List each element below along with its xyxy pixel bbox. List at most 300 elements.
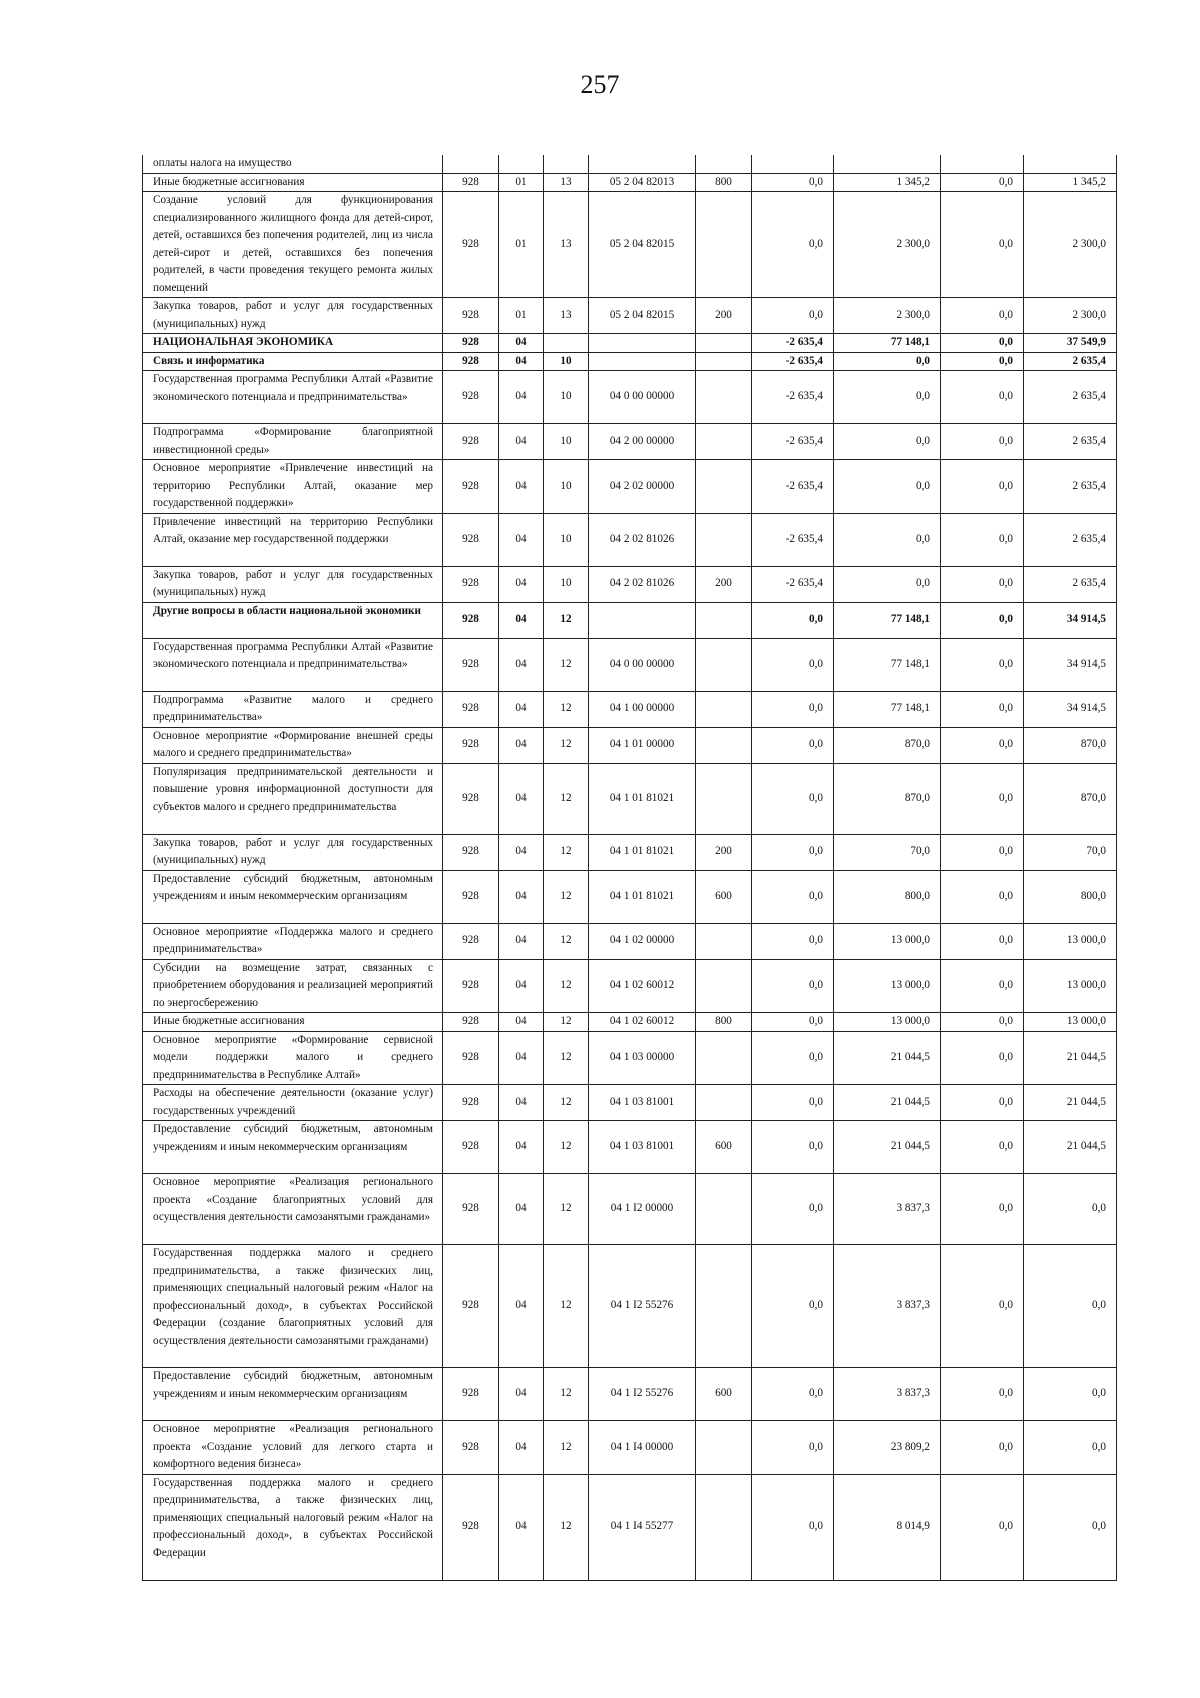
admin-code-cell: 928: [443, 424, 499, 460]
value-1-cell: -2 635,4: [752, 566, 834, 602]
value-3-cell: 0,0: [941, 513, 1024, 566]
value-2-cell: 3 837,3: [834, 1174, 941, 1245]
section-code-cell: 01: [499, 298, 544, 334]
subsection-code-cell: 12: [544, 1121, 589, 1174]
expense-type-cell: 800: [696, 1013, 752, 1032]
table-row: [143, 691, 1117, 727]
table-row: [143, 1121, 1117, 1174]
row-name-cell: Государственная программа Республики Алтай «Развитие экономического потенциала и предпринимательства»: [143, 638, 443, 691]
subsection-code-cell: [544, 155, 589, 173]
value-1-cell: -2 635,4: [752, 424, 834, 460]
expense-type-cell: [696, 1245, 752, 1368]
row-name-cell: Предоставление субсидий бюджетным, автономным учреждениям и иным некоммерческим организациям: [143, 1368, 443, 1421]
section-code-cell: 04: [499, 1368, 544, 1421]
value-2-cell: [834, 155, 941, 173]
row-name-cell: Основное мероприятие «Формирование сервисной модели поддержки малого и среднего предпринимательства в Республике Алтай»: [143, 1031, 443, 1085]
expense-type-cell: 200: [696, 834, 752, 870]
table-row: [143, 352, 1117, 371]
section-code-cell: 04: [499, 638, 544, 691]
expense-type-cell: [696, 923, 752, 959]
value-3-cell: 0,0: [941, 1474, 1024, 1580]
value-2-cell: 8 014,9: [834, 1474, 941, 1580]
value-1-cell: -2 635,4: [752, 334, 834, 353]
expense-type-cell: [696, 155, 752, 173]
expense-type-cell: [696, 727, 752, 763]
admin-code-cell: 928: [443, 1245, 499, 1368]
section-code-cell: [499, 155, 544, 173]
row-name-cell: Предоставление субсидий бюджетным, автономным учреждениям и иным некоммерческим организациям: [143, 870, 443, 923]
table-body: [143, 155, 1117, 1580]
admin-code-cell: 928: [443, 352, 499, 371]
value-1-cell: 0,0: [752, 298, 834, 334]
value-2-cell: 77 148,1: [834, 334, 941, 353]
expense-type-cell: [696, 334, 752, 353]
subsection-code-cell: 12: [544, 923, 589, 959]
value-3-cell: 0,0: [941, 834, 1024, 870]
table-row: [143, 298, 1117, 334]
value-1-cell: 0,0: [752, 923, 834, 959]
value-3-cell: 0,0: [941, 1421, 1024, 1475]
value-4-cell: 2 635,4: [1024, 460, 1117, 514]
admin-code-cell: 928: [443, 1421, 499, 1475]
table-row: [143, 602, 1117, 638]
target-article-cell: 05 2 04 82013: [589, 173, 696, 192]
value-4-cell: [1024, 155, 1117, 173]
value-1-cell: 0,0: [752, 959, 834, 1013]
admin-code-cell: 928: [443, 298, 499, 334]
value-2-cell: 2 300,0: [834, 192, 941, 298]
value-4-cell: 21 044,5: [1024, 1031, 1117, 1085]
table-row: [143, 1174, 1117, 1245]
value-3-cell: 0,0: [941, 1031, 1024, 1085]
target-article-cell: 04 2 02 00000: [589, 460, 696, 514]
value-1-cell: 0,0: [752, 1368, 834, 1421]
section-code-cell: 04: [499, 602, 544, 638]
value-1-cell: 0,0: [752, 1085, 834, 1121]
table-row: [143, 1421, 1117, 1475]
value-4-cell: 870,0: [1024, 763, 1117, 834]
admin-code-cell: [443, 155, 499, 173]
target-article-cell: 05 2 04 82015: [589, 192, 696, 298]
section-code-cell: 04: [499, 566, 544, 602]
value-2-cell: 0,0: [834, 352, 941, 371]
row-name-cell: Предоставление субсидий бюджетным, автономным учреждениям и иным некоммерческим организациям: [143, 1121, 443, 1174]
subsection-code-cell: 12: [544, 1474, 589, 1580]
value-3-cell: 0,0: [941, 334, 1024, 353]
target-article-cell: [589, 155, 696, 173]
table-row: [143, 1013, 1117, 1032]
value-2-cell: 21 044,5: [834, 1085, 941, 1121]
value-4-cell: 13 000,0: [1024, 1013, 1117, 1032]
expense-type-cell: [696, 1474, 752, 1580]
expense-type-cell: [696, 460, 752, 514]
value-3-cell: 0,0: [941, 1368, 1024, 1421]
subsection-code-cell: 13: [544, 173, 589, 192]
row-name-cell: Государственная программа Республики Алтай «Развитие экономического потенциала и предпринимательства»: [143, 371, 443, 424]
subsection-code-cell: 10: [544, 371, 589, 424]
subsection-code-cell: 12: [544, 959, 589, 1013]
table-row: [143, 1368, 1117, 1421]
value-2-cell: 77 148,1: [834, 638, 941, 691]
value-2-cell: 870,0: [834, 727, 941, 763]
target-article-cell: 04 1 I4 00000: [589, 1421, 696, 1475]
subsection-code-cell: 12: [544, 691, 589, 727]
value-4-cell: 0,0: [1024, 1474, 1117, 1580]
row-name-cell: Основное мероприятие «Поддержка малого и среднего предпринимательства»: [143, 923, 443, 959]
value-1-cell: 0,0: [752, 1474, 834, 1580]
target-article-cell: [589, 602, 696, 638]
value-1-cell: 0,0: [752, 834, 834, 870]
value-1-cell: 0,0: [752, 1031, 834, 1085]
value-1-cell: -2 635,4: [752, 371, 834, 424]
value-1-cell: 0,0: [752, 1121, 834, 1174]
value-2-cell: 0,0: [834, 460, 941, 514]
row-name-cell: Закупка товаров, работ и услуг для государственных (муниципальных) нужд: [143, 298, 443, 334]
expense-type-cell: [696, 763, 752, 834]
expense-type-cell: 800: [696, 173, 752, 192]
admin-code-cell: 928: [443, 870, 499, 923]
row-name-cell: оплаты налога на имущество: [143, 155, 443, 173]
admin-code-cell: 928: [443, 334, 499, 353]
value-4-cell: 2 300,0: [1024, 298, 1117, 334]
admin-code-cell: 928: [443, 727, 499, 763]
section-code-cell: 04: [499, 923, 544, 959]
target-article-cell: 04 1 02 00000: [589, 923, 696, 959]
target-article-cell: 04 1 03 81001: [589, 1121, 696, 1174]
value-4-cell: 0,0: [1024, 1421, 1117, 1475]
section-code-cell: 04: [499, 1031, 544, 1085]
subsection-code-cell: 12: [544, 763, 589, 834]
section-code-cell: 04: [499, 460, 544, 514]
target-article-cell: [589, 352, 696, 371]
admin-code-cell: 928: [443, 834, 499, 870]
expense-type-cell: [696, 638, 752, 691]
section-code-cell: 04: [499, 1013, 544, 1032]
target-article-cell: 04 1 I2 55276: [589, 1245, 696, 1368]
admin-code-cell: 928: [443, 566, 499, 602]
table-row: [143, 1474, 1117, 1580]
value-2-cell: 21 044,5: [834, 1121, 941, 1174]
value-1-cell: 0,0: [752, 602, 834, 638]
table-row: [143, 727, 1117, 763]
expense-type-cell: [696, 1174, 752, 1245]
table-row: [143, 638, 1117, 691]
value-3-cell: 0,0: [941, 602, 1024, 638]
section-code-cell: 04: [499, 1174, 544, 1245]
value-3-cell: 0,0: [941, 691, 1024, 727]
row-name-cell: Подпрограмма «Развитие малого и среднего предпринимательства»: [143, 691, 443, 727]
section-code-cell: 04: [499, 1085, 544, 1121]
value-3-cell: 0,0: [941, 1085, 1024, 1121]
table-row: [143, 1245, 1117, 1368]
row-name-cell: Основное мероприятие «Формирование внешней среды малого и среднего предпринимательства»: [143, 727, 443, 763]
value-2-cell: 70,0: [834, 834, 941, 870]
section-code-cell: 04: [499, 691, 544, 727]
target-article-cell: 04 1 03 00000: [589, 1031, 696, 1085]
subsection-code-cell: 12: [544, 1368, 589, 1421]
table-row: [143, 1031, 1117, 1085]
admin-code-cell: 928: [443, 1121, 499, 1174]
value-2-cell: 870,0: [834, 763, 941, 834]
table-row: [143, 1085, 1117, 1121]
value-3-cell: 0,0: [941, 424, 1024, 460]
row-name-cell: Популяризация предпринимательской деятельности и повышение уровня информационной доступности для субъектов малого и среднего предпринимательства: [143, 763, 443, 834]
expense-type-cell: [696, 371, 752, 424]
admin-code-cell: 928: [443, 513, 499, 566]
section-code-cell: 04: [499, 1474, 544, 1580]
subsection-code-cell: 12: [544, 638, 589, 691]
expense-type-cell: [696, 1085, 752, 1121]
target-article-cell: 04 1 I2 55276: [589, 1368, 696, 1421]
admin-code-cell: 928: [443, 638, 499, 691]
value-4-cell: 21 044,5: [1024, 1085, 1117, 1121]
section-code-cell: 04: [499, 1245, 544, 1368]
admin-code-cell: 928: [443, 1013, 499, 1032]
table-row: [143, 192, 1117, 298]
admin-code-cell: 928: [443, 371, 499, 424]
value-4-cell: 21 044,5: [1024, 1121, 1117, 1174]
value-4-cell: 13 000,0: [1024, 959, 1117, 1013]
subsection-code-cell: 12: [544, 602, 589, 638]
section-code-cell: 04: [499, 834, 544, 870]
target-article-cell: 04 1 03 81001: [589, 1085, 696, 1121]
section-code-cell: 04: [499, 763, 544, 834]
value-1-cell: 0,0: [752, 1421, 834, 1475]
admin-code-cell: 928: [443, 763, 499, 834]
value-3-cell: 0,0: [941, 1121, 1024, 1174]
target-article-cell: 04 1 01 81021: [589, 870, 696, 923]
value-2-cell: 2 300,0: [834, 298, 941, 334]
value-4-cell: 2 635,4: [1024, 424, 1117, 460]
table-row: [143, 870, 1117, 923]
row-name-cell: Закупка товаров, работ и услуг для государственных (муниципальных) нужд: [143, 834, 443, 870]
target-article-cell: 04 1 01 00000: [589, 727, 696, 763]
value-1-cell: 0,0: [752, 870, 834, 923]
table-row: [143, 460, 1117, 514]
expense-type-cell: 600: [696, 1121, 752, 1174]
value-4-cell: 34 914,5: [1024, 602, 1117, 638]
table-row: [143, 923, 1117, 959]
value-4-cell: 0,0: [1024, 1368, 1117, 1421]
value-1-cell: 0,0: [752, 173, 834, 192]
table-row: [143, 959, 1117, 1013]
value-2-cell: 800,0: [834, 870, 941, 923]
row-name-cell: Иные бюджетные ассигнования: [143, 173, 443, 192]
target-article-cell: [589, 334, 696, 353]
row-name-cell: Основное мероприятие «Привлечение инвестиций на территорию Республики Алтай, оказание мер государственной поддержки»: [143, 460, 443, 514]
value-1-cell: -2 635,4: [752, 352, 834, 371]
target-article-cell: 04 2 00 00000: [589, 424, 696, 460]
value-1-cell: 0,0: [752, 1174, 834, 1245]
value-1-cell: 0,0: [752, 1013, 834, 1032]
subsection-code-cell: 10: [544, 460, 589, 514]
value-4-cell: 2 300,0: [1024, 192, 1117, 298]
target-article-cell: 04 2 02 81026: [589, 513, 696, 566]
value-4-cell: 0,0: [1024, 1174, 1117, 1245]
value-4-cell: 34 914,5: [1024, 691, 1117, 727]
target-article-cell: 04 0 00 00000: [589, 371, 696, 424]
value-3-cell: 0,0: [941, 1174, 1024, 1245]
expense-type-cell: [696, 1031, 752, 1085]
target-article-cell: 04 1 01 81021: [589, 763, 696, 834]
page-number: 257: [580, 70, 620, 99]
admin-code-cell: 928: [443, 959, 499, 1013]
value-4-cell: 0,0: [1024, 1245, 1117, 1368]
expense-type-cell: [696, 691, 752, 727]
value-3-cell: 0,0: [941, 959, 1024, 1013]
value-1-cell: 0,0: [752, 691, 834, 727]
subsection-code-cell: 12: [544, 727, 589, 763]
budget-table: [142, 155, 1117, 1581]
value-3-cell: 0,0: [941, 173, 1024, 192]
value-4-cell: 70,0: [1024, 834, 1117, 870]
value-1-cell: -2 635,4: [752, 513, 834, 566]
value-2-cell: 0,0: [834, 371, 941, 424]
value-3-cell: 0,0: [941, 566, 1024, 602]
row-name-cell: Закупка товаров, работ и услуг для государственных (муниципальных) нужд: [143, 566, 443, 602]
subsection-code-cell: 13: [544, 298, 589, 334]
row-name-cell: Основное мероприятие «Реализация регионального проекта «Создание условий для легкого старта и комфортного ведения бизнеса»: [143, 1421, 443, 1475]
value-4-cell: 2 635,4: [1024, 513, 1117, 566]
section-code-cell: 04: [499, 1121, 544, 1174]
value-4-cell: 37 549,9: [1024, 334, 1117, 353]
section-code-cell: 04: [499, 352, 544, 371]
admin-code-cell: 928: [443, 192, 499, 298]
expense-type-cell: [696, 602, 752, 638]
admin-code-cell: 928: [443, 602, 499, 638]
value-3-cell: 0,0: [941, 192, 1024, 298]
value-3-cell: 0,0: [941, 371, 1024, 424]
expense-type-cell: [696, 424, 752, 460]
table-row: [143, 155, 1117, 173]
expense-type-cell: [696, 513, 752, 566]
subsection-code-cell: 12: [544, 1245, 589, 1368]
row-name-cell: НАЦИОНАЛЬНАЯ ЭКОНОМИКА: [143, 334, 443, 353]
value-2-cell: 3 837,3: [834, 1368, 941, 1421]
value-2-cell: 0,0: [834, 424, 941, 460]
subsection-code-cell: 10: [544, 513, 589, 566]
expense-type-cell: [696, 352, 752, 371]
value-4-cell: 870,0: [1024, 727, 1117, 763]
value-3-cell: 0,0: [941, 460, 1024, 514]
target-article-cell: 04 1 00 00000: [589, 691, 696, 727]
row-name-cell: Связь и информатика: [143, 352, 443, 371]
value-1-cell: 0,0: [752, 1245, 834, 1368]
row-name-cell: Государственная поддержка малого и среднего предпринимательства, а также физических лиц, применяющих специальный налоговый режим «Налог на профессиональный доход», в субъектах Российской Федерации: [143, 1474, 443, 1580]
value-4-cell: 2 635,4: [1024, 352, 1117, 371]
table-row: [143, 334, 1117, 353]
row-name-cell: Создание условий для функционирования специализированного жилищного фонда для детей-сирот, детей, оставшихся без попечения родителей, лиц из числа детей-сирот и детей, оставшихся без попечения родителей, в части проведения текущего ремонта жилых помещений: [143, 192, 443, 298]
target-article-cell: 04 1 02 60012: [589, 959, 696, 1013]
admin-code-cell: 928: [443, 691, 499, 727]
subsection-code-cell: 12: [544, 1013, 589, 1032]
target-article-cell: 04 2 02 81026: [589, 566, 696, 602]
value-4-cell: 800,0: [1024, 870, 1117, 923]
value-2-cell: 13 000,0: [834, 959, 941, 1013]
target-article-cell: 04 1 01 81021: [589, 834, 696, 870]
section-code-cell: 04: [499, 424, 544, 460]
value-3-cell: 0,0: [941, 1013, 1024, 1032]
value-3-cell: 0,0: [941, 352, 1024, 371]
section-code-cell: 04: [499, 334, 544, 353]
subsection-code-cell: 12: [544, 1031, 589, 1085]
value-3-cell: 0,0: [941, 870, 1024, 923]
admin-code-cell: 928: [443, 1474, 499, 1580]
table-row: [143, 424, 1117, 460]
target-article-cell: 04 1 02 60012: [589, 1013, 696, 1032]
value-4-cell: 2 635,4: [1024, 371, 1117, 424]
value-2-cell: 3 837,3: [834, 1245, 941, 1368]
subsection-code-cell: 12: [544, 1174, 589, 1245]
value-1-cell: 0,0: [752, 727, 834, 763]
value-1-cell: 0,0: [752, 192, 834, 298]
expense-type-cell: 600: [696, 1368, 752, 1421]
value-3-cell: [941, 155, 1024, 173]
value-2-cell: 1 345,2: [834, 173, 941, 192]
target-article-cell: 05 2 04 82015: [589, 298, 696, 334]
value-3-cell: 0,0: [941, 638, 1024, 691]
subsection-code-cell: [544, 334, 589, 353]
value-2-cell: 13 000,0: [834, 1013, 941, 1032]
value-4-cell: 1 345,2: [1024, 173, 1117, 192]
subsection-code-cell: 13: [544, 192, 589, 298]
section-code-cell: 04: [499, 959, 544, 1013]
value-1-cell: -2 635,4: [752, 460, 834, 514]
value-1-cell: [752, 155, 834, 173]
expense-type-cell: [696, 192, 752, 298]
admin-code-cell: 928: [443, 460, 499, 514]
subsection-code-cell: 12: [544, 1421, 589, 1475]
subsection-code-cell: 12: [544, 870, 589, 923]
value-2-cell: 13 000,0: [834, 923, 941, 959]
value-4-cell: 13 000,0: [1024, 923, 1117, 959]
table-row: [143, 371, 1117, 424]
admin-code-cell: 928: [443, 923, 499, 959]
value-4-cell: 34 914,5: [1024, 638, 1117, 691]
row-name-cell: Другие вопросы в области национальной экономики: [143, 602, 443, 638]
value-1-cell: 0,0: [752, 638, 834, 691]
section-code-cell: 04: [499, 870, 544, 923]
subsection-code-cell: 12: [544, 834, 589, 870]
value-4-cell: 2 635,4: [1024, 566, 1117, 602]
table-row: [143, 834, 1117, 870]
section-code-cell: 04: [499, 1421, 544, 1475]
value-2-cell: 21 044,5: [834, 1031, 941, 1085]
row-name-cell: Расходы на обеспечение деятельности (оказание услуг) государственных учреждений: [143, 1085, 443, 1121]
target-article-cell: 04 1 I2 00000: [589, 1174, 696, 1245]
table-row: [143, 566, 1117, 602]
subsection-code-cell: 10: [544, 352, 589, 371]
target-article-cell: 04 0 00 00000: [589, 638, 696, 691]
value-3-cell: 0,0: [941, 727, 1024, 763]
table-row: [143, 763, 1117, 834]
subsection-code-cell: 10: [544, 424, 589, 460]
value-2-cell: 23 809,2: [834, 1421, 941, 1475]
row-name-cell: Субсидии на возмещение затрат, связанных с приобретением оборудования и реализацией мероприятий по энергосбережению: [143, 959, 443, 1013]
expense-type-cell: 200: [696, 298, 752, 334]
expense-type-cell: [696, 1421, 752, 1475]
row-name-cell: Иные бюджетные ассигнования: [143, 1013, 443, 1032]
expense-type-cell: [696, 959, 752, 1013]
value-3-cell: 0,0: [941, 298, 1024, 334]
value-2-cell: 77 148,1: [834, 602, 941, 638]
value-3-cell: 0,0: [941, 923, 1024, 959]
section-code-cell: 01: [499, 192, 544, 298]
table-row: [143, 513, 1117, 566]
subsection-code-cell: 12: [544, 1085, 589, 1121]
expense-type-cell: 200: [696, 566, 752, 602]
value-1-cell: 0,0: [752, 763, 834, 834]
